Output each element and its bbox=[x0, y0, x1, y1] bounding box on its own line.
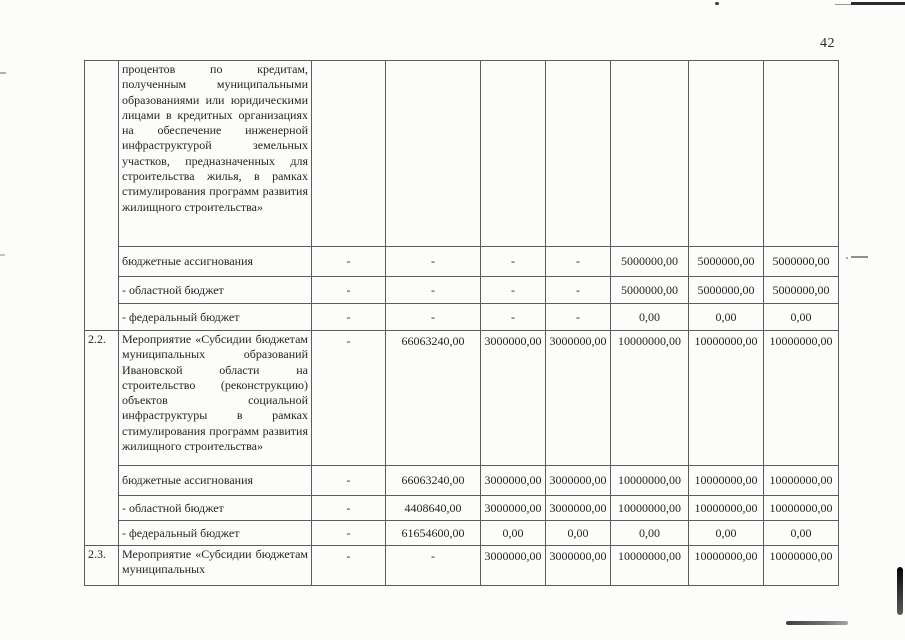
budget-row-label: - областной бюджет bbox=[119, 496, 312, 521]
value-cell: 0,00 bbox=[764, 521, 839, 546]
value-cell: 10000000,00 bbox=[689, 496, 764, 521]
value-cell: 0,00 bbox=[689, 521, 764, 546]
budget-row-label: бюджетные ассигнования bbox=[119, 466, 312, 496]
value-cell: 3000000,00 bbox=[546, 331, 611, 466]
value-cell: 10000000,00 bbox=[764, 331, 839, 466]
budget-row-label: - федеральный бюджет bbox=[119, 521, 312, 546]
value-cell: - bbox=[312, 521, 386, 546]
budget-row bbox=[85, 304, 839, 331]
scan-artifact-dot bbox=[715, 2, 719, 5]
value-cell: 4408640,00 bbox=[386, 496, 481, 521]
value-cell: 10000000,00 bbox=[611, 496, 689, 521]
value-cell: 5000000,00 bbox=[764, 247, 839, 277]
budget-row bbox=[85, 496, 839, 521]
value-cell: 3000000,00 bbox=[481, 466, 546, 496]
value-cell bbox=[611, 61, 689, 247]
value-cell: 10000000,00 bbox=[764, 546, 839, 586]
value-cell: 10000000,00 bbox=[689, 466, 764, 496]
value-cell: - bbox=[312, 496, 386, 521]
value-cell bbox=[481, 61, 546, 247]
budget-row bbox=[85, 247, 839, 277]
scan-artifact-line bbox=[851, 2, 905, 5]
value-cell: - bbox=[481, 304, 546, 331]
value-cell: 0,00 bbox=[689, 304, 764, 331]
value-cell: 5000000,00 bbox=[689, 247, 764, 277]
value-cell: - bbox=[312, 247, 386, 277]
value-cell: - bbox=[312, 304, 386, 331]
value-cell bbox=[312, 61, 386, 247]
value-cell: 10000000,00 bbox=[611, 546, 689, 586]
value-cell: 10000000,00 bbox=[689, 331, 764, 466]
value-cell: - bbox=[546, 277, 611, 304]
value-cell: - bbox=[312, 331, 386, 466]
value-cell: 5000000,00 bbox=[611, 247, 689, 277]
value-cell: 3000000,00 bbox=[546, 546, 611, 586]
row-number: 2.3. bbox=[85, 546, 119, 586]
budget-row-label: бюджетные ассигнования bbox=[119, 247, 312, 277]
value-cell: 66063240,00 bbox=[386, 466, 481, 496]
value-cell: - bbox=[386, 247, 481, 277]
value-cell: 66063240,00 bbox=[386, 331, 481, 466]
section-name-row bbox=[85, 331, 839, 466]
value-cell bbox=[386, 61, 481, 247]
budget-row bbox=[85, 521, 839, 546]
budget-table bbox=[84, 60, 839, 586]
measure-name: процентов по кредитам, полученным муниципальными образованиями или юридическими лицами в кредитных организациях на обеспечение инженерной инфраструктурой земельных участков, предназначенных для строительства жилья, в рамках стимулирования программ развития жилищного строительства» bbox=[119, 61, 312, 247]
value-cell: 0,00 bbox=[546, 521, 611, 546]
value-cell: - bbox=[386, 277, 481, 304]
value-cell: 61654600,00 bbox=[386, 521, 481, 546]
value-cell: 3000000,00 bbox=[481, 496, 546, 521]
value-cell: 0,00 bbox=[764, 304, 839, 331]
scan-artifact-dot bbox=[846, 257, 848, 259]
scan-artifact-line bbox=[835, 4, 852, 5]
scan-artifact-edge bbox=[897, 567, 903, 615]
value-cell: - bbox=[312, 277, 386, 304]
value-cell: 10000000,00 bbox=[764, 466, 839, 496]
value-cell: 3000000,00 bbox=[546, 466, 611, 496]
budget-row bbox=[85, 466, 839, 496]
value-cell: 5000000,00 bbox=[764, 277, 839, 304]
value-cell: 3000000,00 bbox=[481, 546, 546, 586]
value-cell: - bbox=[312, 546, 386, 586]
section-name-row bbox=[85, 546, 839, 586]
value-cell: 5000000,00 bbox=[611, 277, 689, 304]
measure-name: Мероприятие «Субсидии бюджетам муниципальных bbox=[119, 546, 312, 586]
value-cell: - bbox=[546, 304, 611, 331]
value-cell bbox=[689, 61, 764, 247]
scan-artifact-mark bbox=[0, 72, 6, 74]
scan-artifact-mark bbox=[0, 254, 5, 256]
value-cell: - bbox=[386, 304, 481, 331]
value-cell: 5000000,00 bbox=[689, 277, 764, 304]
value-cell: - bbox=[481, 247, 546, 277]
scan-artifact-smudge bbox=[786, 621, 848, 625]
value-cell: - bbox=[546, 247, 611, 277]
value-cell: 0,00 bbox=[611, 304, 689, 331]
section-name-row bbox=[85, 61, 839, 247]
value-cell: 0,00 bbox=[481, 521, 546, 546]
value-cell bbox=[546, 61, 611, 247]
budget-row bbox=[85, 277, 839, 304]
measure-name: Мероприятие «Субсидии бюджетам муниципальных образований Ивановской области на строительство (реконструкцию) объектов социальной инфраструктуры в рамках стимулирования программ развития жилищного строительства» bbox=[119, 331, 312, 466]
value-cell: 0,00 bbox=[611, 521, 689, 546]
value-cell: 3000000,00 bbox=[546, 496, 611, 521]
row-number: 2.2. bbox=[85, 331, 119, 546]
value-cell: 10000000,00 bbox=[611, 466, 689, 496]
value-cell: - bbox=[481, 277, 546, 304]
budget-row-label: - федеральный бюджет bbox=[119, 304, 312, 331]
scan-artifact-dash bbox=[851, 256, 868, 258]
value-cell: - bbox=[312, 466, 386, 496]
value-cell: - bbox=[386, 546, 481, 586]
budget-row-label: - областной бюджет bbox=[119, 277, 312, 304]
value-cell bbox=[764, 61, 839, 247]
value-cell: 10000000,00 bbox=[611, 331, 689, 466]
page-number: 42 bbox=[820, 36, 835, 51]
value-cell: 10000000,00 bbox=[689, 546, 764, 586]
value-cell: 3000000,00 bbox=[481, 331, 546, 466]
row-number bbox=[85, 61, 119, 331]
value-cell: 10000000,00 bbox=[764, 496, 839, 521]
